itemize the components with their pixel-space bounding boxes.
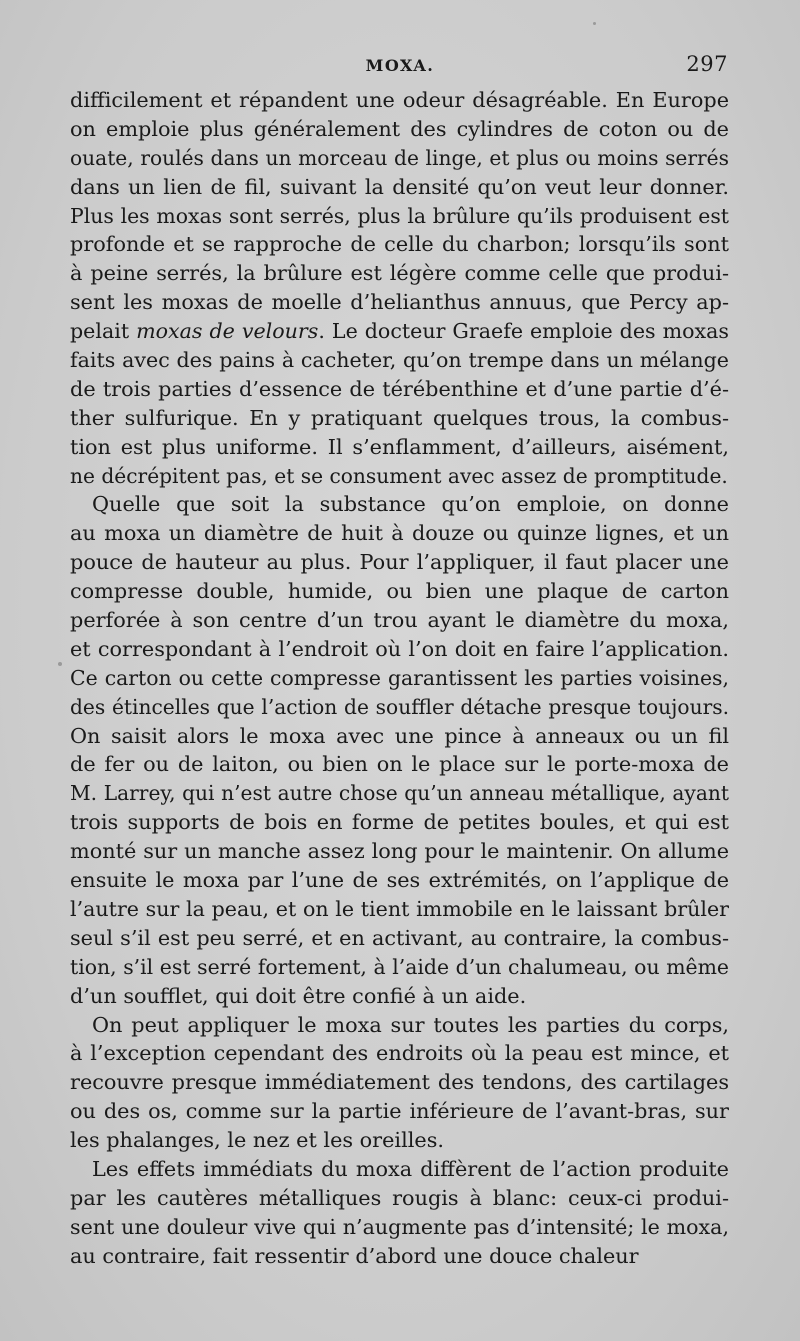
running-title: MOXA. xyxy=(365,56,435,75)
text-line: perforée à son centre d’un trou ayant le diamètre du moxa, xyxy=(70,608,729,633)
text-line: Plus les moxas sont serrés, plus la brûlure qu’ils produisent est xyxy=(70,203,729,228)
paragraph xyxy=(70,1155,729,1271)
text-line: monté sur un manche assez long pour le maintenir. On allume xyxy=(70,839,729,864)
text-line: de trois parties d’essence de térébenthine et d’une partie d’é- xyxy=(70,376,729,401)
text-line: à l’exception cependant des endroits où la peau est mince, et xyxy=(70,1041,729,1066)
paragraph xyxy=(70,490,729,1010)
text-line: les phalanges, le nez et les oreilles. xyxy=(70,1128,444,1153)
text-line: sent une douleur vive qui n’augmente pas d’intensité; le moxa, xyxy=(70,1214,729,1239)
text-line: et correspondant à l’endroit où l’on doit en faire l’application. xyxy=(70,636,729,661)
text-line: pouce de hauteur au plus. Pour l’appliquer, il faut placer une xyxy=(70,550,729,575)
text-line: difficilement et répandent une odeur désagréable. En Europe xyxy=(70,88,729,112)
paragraph xyxy=(70,1011,729,1155)
paragraph xyxy=(70,86,729,490)
print-speck xyxy=(58,662,62,666)
text-line: recouvre presque immédiatement des tendons, des cartilages xyxy=(70,1070,729,1095)
text-line: On saisit alors le moxa avec une pince à anneaux ou un fil xyxy=(70,723,729,748)
text-line: sent les moxas de moelle d’helianthus annuus, que Percy ap- xyxy=(70,290,729,315)
text-line: de fer ou de laiton, ou bien on le place sur le porte-moxa de xyxy=(70,752,729,777)
body-text xyxy=(70,86,729,1271)
text-line: des étincelles que l’action de souffler détache presque toujours. xyxy=(70,694,729,719)
print-speck xyxy=(593,22,596,25)
text-line: l’autre sur la peau, et on le tient immobile en le laissant brûler xyxy=(70,896,729,921)
text-line: Ce carton ou cette compresse garantissent les parties voisines, xyxy=(70,665,729,690)
text-line: Les effets immédiats du moxa diffèrent de l’action produite xyxy=(92,1156,729,1181)
text-line: trois supports de bois en forme de petites boules, et qui est xyxy=(70,810,729,835)
text-line: ne décrépitent pas, et se consument avec assez de promptitude. xyxy=(70,463,728,488)
text-line: d’un soufflet, qui doit être confié à un aide. xyxy=(70,983,527,1008)
running-head xyxy=(0,52,800,82)
text-line: ou des os, comme sur la partie inférieure de l’avant-bras, sur xyxy=(70,1099,729,1124)
text-line: au moxa un diamètre de huit à douze ou quinze lignes, et un xyxy=(70,521,729,546)
text-line: tion, s’il est serré fortement, à l’aide d’un chalumeau, ou même xyxy=(70,954,729,979)
text-line: compresse double, humide, ou bien une plaque de carton xyxy=(70,579,729,604)
text-line: seul s’il est peu serré, et en activant, au contraire, la combus- xyxy=(70,925,729,950)
text-line: On peut appliquer le moxa sur toutes les parties du corps, xyxy=(92,1012,729,1037)
text-line: Quelle que soit la substance qu’on emploie, on donne xyxy=(92,492,729,517)
text-line: profonde et se rapproche de celle du charbon; lorsqu’ils sont xyxy=(70,232,729,257)
text-line: ouate, roulés dans un morceau de linge, et plus ou moins serrés xyxy=(70,145,729,170)
text-line: pelait moxas de velours. Le docteur Graefe emploie des moxas xyxy=(70,319,729,344)
text-line: dans un lien de fil, suivant la densité qu’on veut leur donner. xyxy=(70,174,729,199)
text-line: par les cautères métalliques rougis à blanc: ceux-ci produi- xyxy=(70,1185,729,1210)
emphasis: moxas de velours xyxy=(136,319,319,344)
text-line: ther sulfurique. En y pratiquant quelques trous, la combus- xyxy=(70,405,729,430)
text-line: tion est plus uniforme. Il s’enflamment, d’ailleurs, aisément, xyxy=(70,434,729,459)
text-line: on emploie plus généralement des cylindres de coton ou de xyxy=(70,116,729,141)
text-line: M. Larrey, qui n’est autre chose qu’un anneau métallique, ayant xyxy=(70,781,729,806)
page-number: 297 xyxy=(686,52,728,76)
text-line: ensuite le moxa par l’une de ses extrémités, on l’applique de xyxy=(70,868,729,893)
text-line: au contraire, fait ressentir d’abord une douce chaleur xyxy=(70,1243,639,1268)
text-line: à peine serrés, la brûlure est légère comme celle que produi- xyxy=(70,261,729,286)
text-line: faits avec des pains à cacheter, qu’on trempe dans un mélange xyxy=(70,348,729,373)
